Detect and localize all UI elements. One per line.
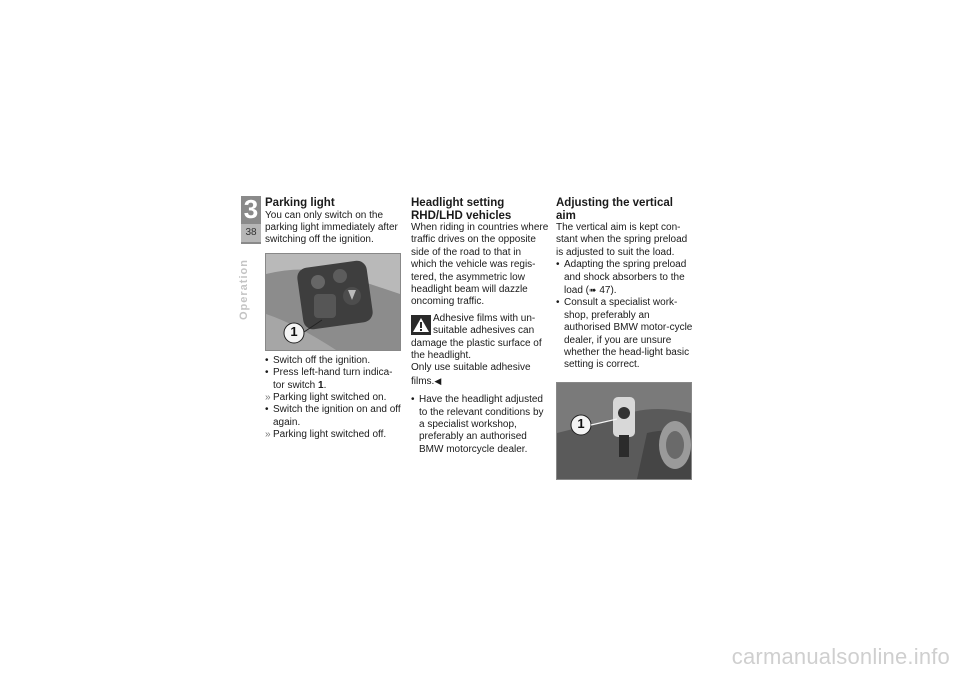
list-item <box>265 367 403 392</box>
figure-callout-1: 1 <box>577 415 585 431</box>
vertical-aim-steps <box>556 259 694 372</box>
step-text-end: ). <box>610 285 617 297</box>
warning-text-rest: damage the plastic surface of the headlight. <box>411 337 542 362</box>
headlight-setting-steps <box>411 394 549 456</box>
vertical-aim-column <box>556 197 694 480</box>
page-ref-arrow-icon: ➠ <box>589 285 597 296</box>
chapter-number: 3 <box>243 194 259 224</box>
parking-light-column <box>265 197 403 442</box>
list-item <box>556 259 694 297</box>
vertical-aim-intro: The vertical aim is kept con-stant when the spring preload is adjusted to suit the load. <box>556 222 688 258</box>
end-mark-icon: ◀ <box>434 375 442 386</box>
headlight-setting-heading: Headlight setting RHD/LHD vehicles <box>411 197 512 222</box>
handlebar-switch-photo <box>265 253 401 351</box>
warning-text-1: Adhesive films with un- <box>433 312 536 324</box>
warning-line-2: suitable adhesives can <box>433 325 535 337</box>
list-item: • Switch the ignition on and off again. <box>265 404 403 429</box>
list-item: • Consult a specialist work-shop, preferably an authorised BMW motor-cycle dealer, if you are unsure whether the head-light basic setting is correct. <box>556 297 694 371</box>
step-ref-bold: 1 <box>318 379 324 391</box>
list-item-result: » Parking light switched off. <box>265 429 403 441</box>
vertical-aim-heading: Adjusting the vertical aim <box>556 197 673 222</box>
warning-advice <box>411 362 549 388</box>
list-item: • Have the headlight adjusted to the relevant conditions by a specialist workshop, preferably an authorised BMW motorcycle dealer. <box>411 394 549 456</box>
warning-triangle-icon <box>411 315 431 335</box>
step-text: Adapting the spring preload and shock absorbers to the load ( <box>564 259 687 297</box>
parking-light-intro: You can only switch on the parking light immediately after switching off the ignition. <box>265 209 398 246</box>
page-number: 38 <box>241 224 261 242</box>
watermark: carmanualsonline.info <box>731 644 950 669</box>
warning-note <box>411 313 549 388</box>
vertical-aim-photo <box>556 382 692 480</box>
page-ref: 47 <box>596 285 611 297</box>
section-label: Operation <box>238 259 250 320</box>
parking-light-steps <box>265 355 403 442</box>
list-item-result: » Parking light switched on. <box>265 392 403 404</box>
list-item: • Switch off the ignition. <box>265 355 403 367</box>
figure-callout-1: 1 <box>290 323 298 339</box>
warning-line-1 <box>411 313 549 325</box>
headlight-setting-intro: When riding in countries where traffic drives on the opposite side of the road to that in which the vehicle was regis-tered, the asymmetric low headlight beam will dazzle oncoming traffic. <box>411 222 549 308</box>
headlight-setting-column <box>411 197 549 456</box>
parking-light-heading: Parking light <box>265 197 335 209</box>
warning-advice-text: Only use suitable adhesive films. <box>411 362 531 387</box>
step-text-end: . <box>323 379 327 391</box>
step-text: Press left-hand turn indica-tor switch <box>273 367 393 391</box>
headlight-adjuster-illustration <box>557 383 691 479</box>
